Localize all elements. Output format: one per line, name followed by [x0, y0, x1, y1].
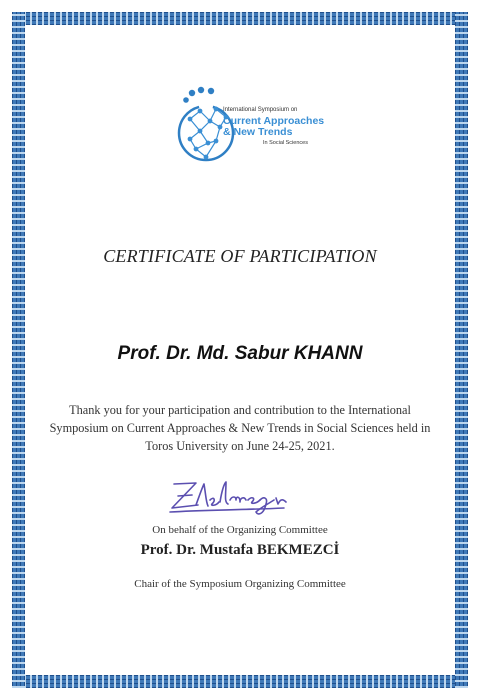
- on-behalf-text: On behalf of the Organizing Committee: [152, 524, 328, 536]
- logo-line-social-sciences: In Social Sciences: [263, 140, 308, 146]
- certificate-title: CERTIFICATE OF PARTICIPATION: [103, 246, 377, 266]
- symposium-logo: [176, 83, 325, 173]
- border-top: [12, 12, 468, 25]
- signer-role: Chair of the Symposium Organizing Committee: [134, 578, 346, 590]
- logo-line-current-approaches: Current Approaches: [223, 115, 325, 127]
- recipient-name: Prof. Dr. Md. Sabur KHANN: [117, 343, 363, 364]
- certificate-body: Thank you for your participation and contribution to the International Symposium on Current Approaches & New Trends in Social Sciences held in Toros University on June 24-25, 2021.: [49, 403, 431, 453]
- logo-line-new-trends: & New Trends: [223, 126, 293, 138]
- border-bottom: [12, 675, 468, 688]
- logo-line-intl: International Symposium on: [223, 107, 298, 113]
- signer-name: Prof. Dr. Mustafa BEKMEZCİ: [140, 542, 340, 558]
- signature-image: [152, 470, 302, 520]
